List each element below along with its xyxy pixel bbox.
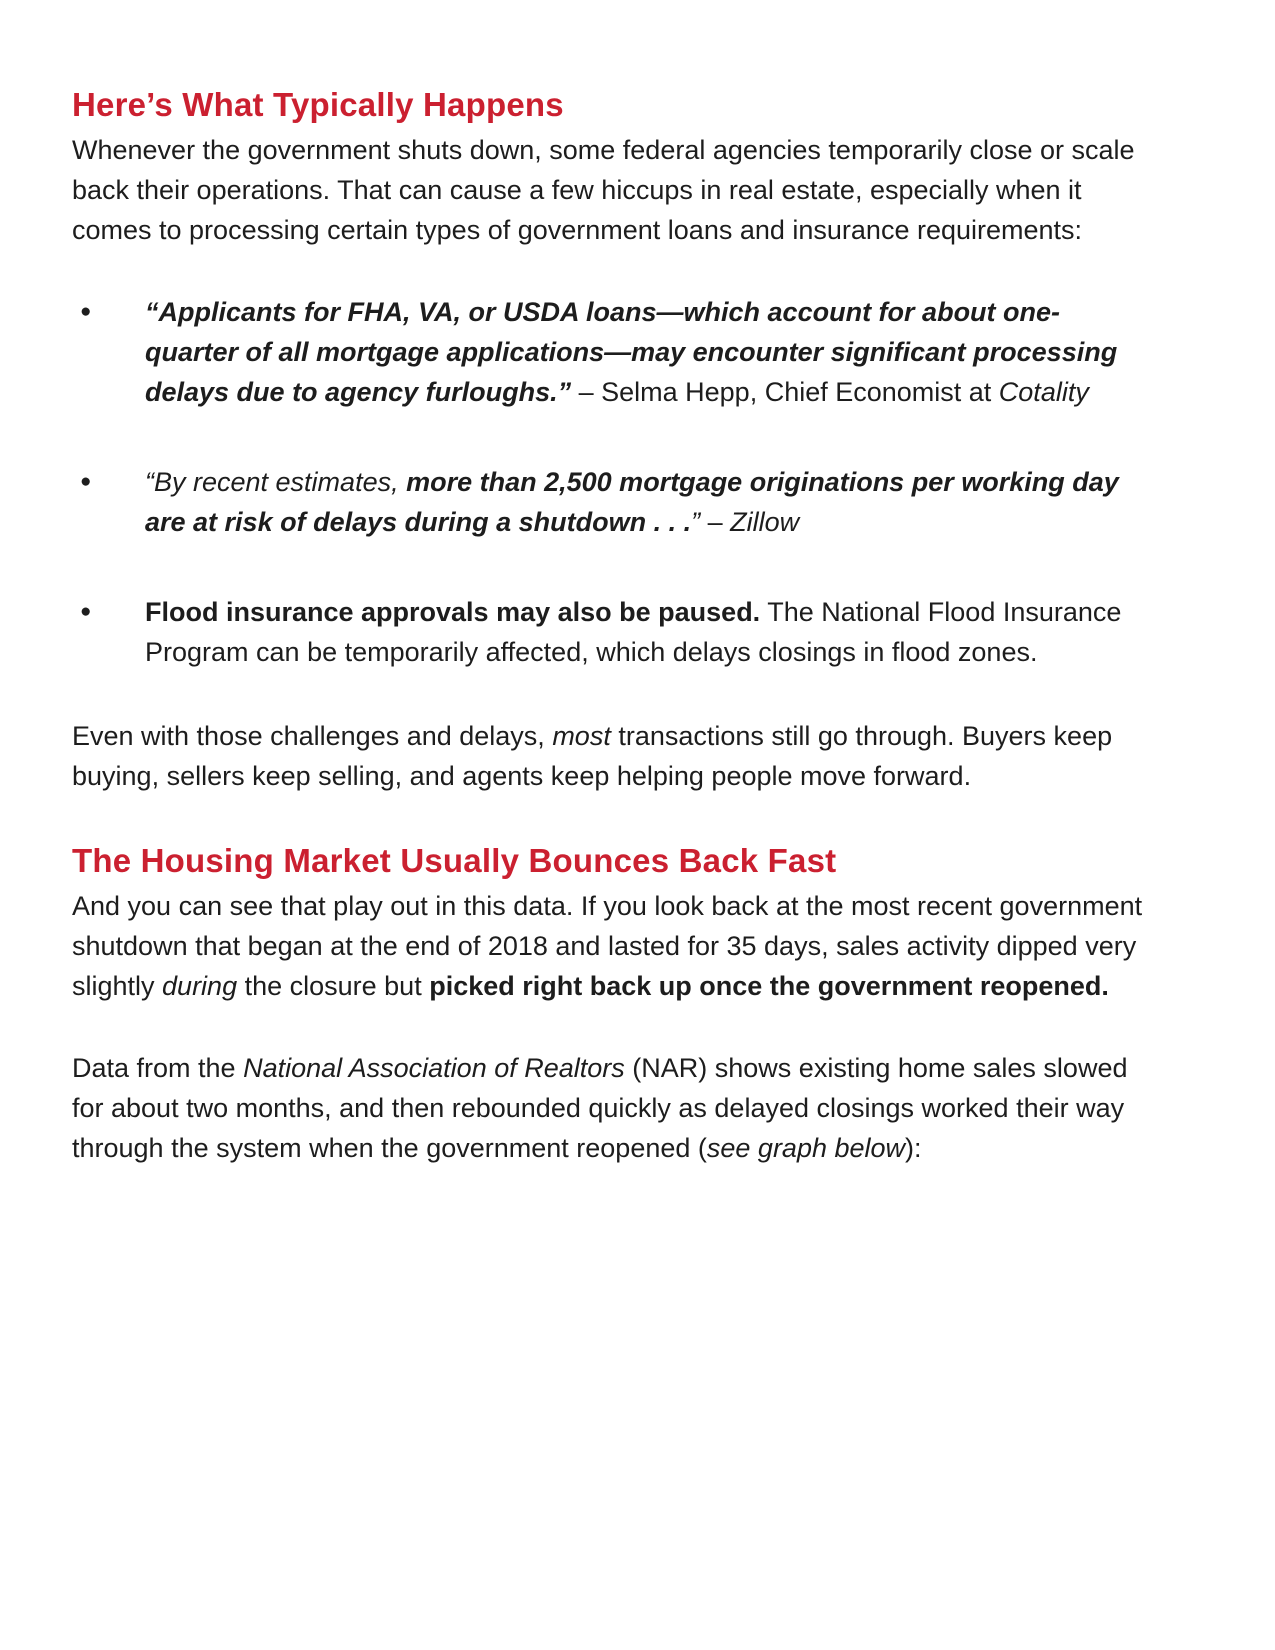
bounce1-pre-text: And you can see that play out in this data. If you look back at the most recent government shutdown that began at the end of 2018 and lasted for 35 days, sales activity dipped very slightly <box>72 891 1143 1001</box>
fha-source-name: Cotality <box>998 377 1089 407</box>
bounce2-org-name: National Association of Realtors <box>243 1053 625 1083</box>
bounce2-mid-text: (NAR) shows existing home sales slowed for about two months, and then rebounded quickly as delayed closings worked their way through the system when the government reopened ( <box>72 1053 1128 1163</box>
closing-post-text: transactions still go through. Buyers keep buying, sellers keep selling, and agents keep helping people move forward. <box>72 721 1113 791</box>
section-heading-bounces-back: The Housing Market Usually Bounces Back Fast <box>72 842 837 879</box>
bullet-zillow-estimate <box>72 462 1145 542</box>
bounce1-emphasis: during <box>162 971 238 1001</box>
closing-paragraph <box>72 716 1145 796</box>
zillow-quote-close: ” <box>691 507 701 537</box>
closing-emphasis: most <box>552 721 611 751</box>
bullet-icon: ● <box>80 301 92 322</box>
fha-quote-text: “Applicants for FHA, VA, or USDA loans—which account for about one-quarter of all mortgage applications—may encounter significant processing delays due to agency furloughs.” <box>145 297 1118 407</box>
fha-attribution-text: – Selma Hepp, Chief Economist at <box>571 377 999 407</box>
zillow-quote-open: “By recent estimates, <box>145 467 407 497</box>
closing-pre-text: Even with those challenges and delays, <box>72 721 553 751</box>
bullet-flood-insurance <box>72 592 1145 672</box>
bounce-paragraph-1 <box>72 886 1145 1006</box>
zillow-attribution-dash: – <box>700 507 731 537</box>
bullet-icon: ● <box>80 471 92 492</box>
bounce1-mid-text: the closure but <box>237 971 430 1001</box>
bullet-list <box>72 292 1145 672</box>
bullet-icon: ● <box>80 601 92 622</box>
bounce2-pre-text: Data from the <box>72 1053 244 1083</box>
zillow-quote-text: more than 2,500 mortgage originations per working day are at risk of delays during a shutdown . . . <box>145 467 1119 537</box>
section-heading-typically-happens: Here’s What Typically Happens <box>72 86 564 123</box>
bounce2-emphasis: see graph below <box>706 1133 906 1163</box>
flood-rest-text: The National Flood Insurance Program can be temporarily affected, which delays closings in flood zones. <box>145 597 1122 667</box>
flood-lead-text: Flood insurance approvals may also be paused. <box>145 597 761 627</box>
intro-paragraph: Whenever the government shuts down, some federal agencies temporarily close or scale back their operations. That can cause a few hiccups in real estate, especially when it comes to processing certain types of government loans and insurance requirements: <box>72 135 1135 245</box>
bounce2-post-text: ): <box>905 1133 922 1163</box>
bounce-paragraph-2 <box>72 1048 1145 1168</box>
zillow-source-name: Zillow <box>730 507 800 537</box>
bounce1-bold-text: picked right back up once the government reopened. <box>429 971 1109 1001</box>
bullet-fha-loans <box>72 292 1145 412</box>
